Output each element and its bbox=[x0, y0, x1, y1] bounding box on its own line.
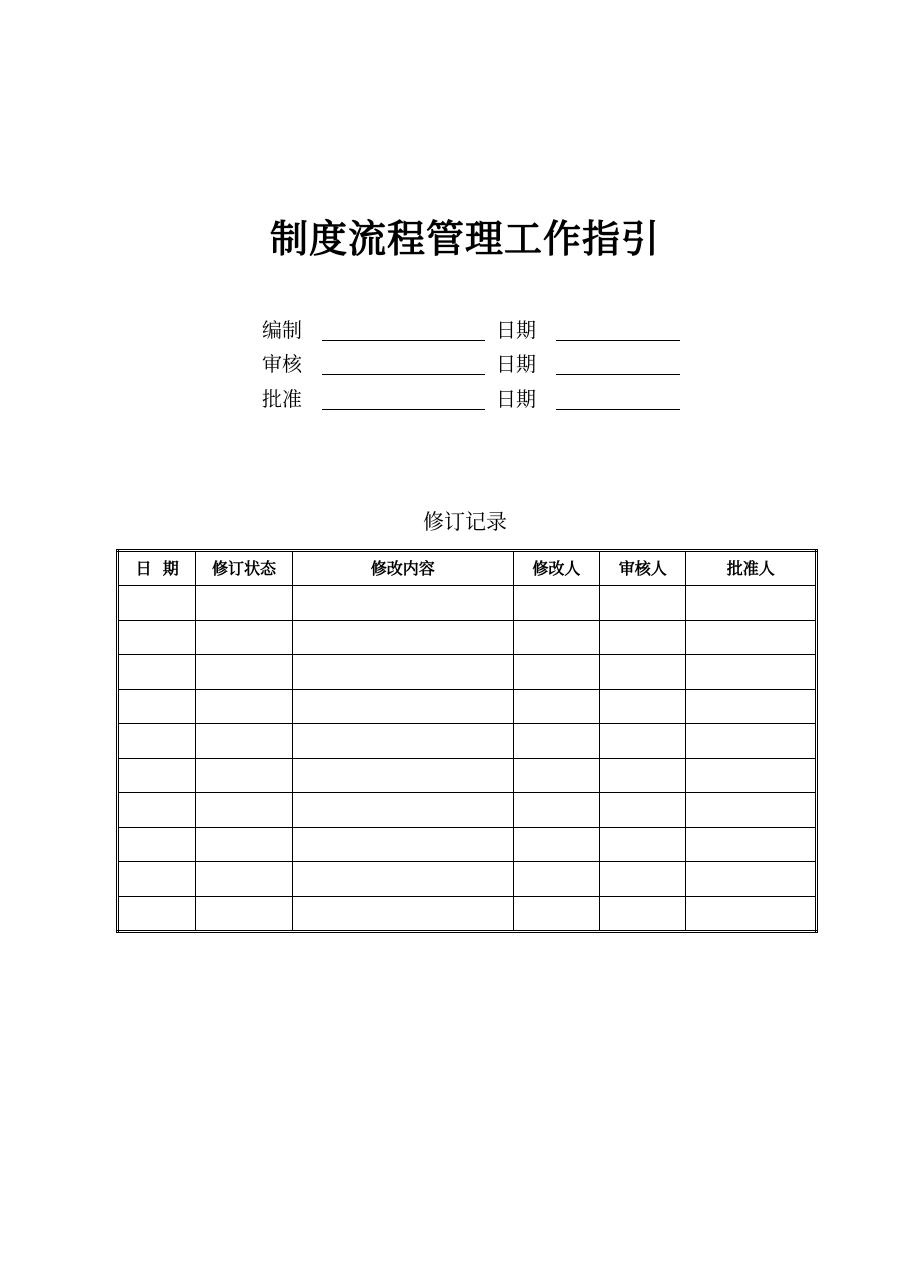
table-cell[interactable] bbox=[513, 896, 599, 932]
table-row bbox=[118, 793, 817, 828]
table-cell[interactable] bbox=[292, 862, 513, 897]
table-cell[interactable] bbox=[196, 586, 292, 621]
column-header-change-content: 修改内容 bbox=[292, 551, 513, 586]
table-cell[interactable] bbox=[686, 827, 817, 862]
signoff-row-review bbox=[262, 350, 682, 380]
table-cell[interactable] bbox=[118, 689, 196, 724]
table-row bbox=[118, 896, 817, 932]
table-cell[interactable] bbox=[196, 655, 292, 690]
table-cell[interactable] bbox=[292, 689, 513, 724]
signoff-date-label: 日期 bbox=[496, 352, 536, 376]
table-cell[interactable] bbox=[118, 758, 196, 793]
table-cell[interactable] bbox=[292, 586, 513, 621]
signoff-date-line[interactable] bbox=[556, 409, 680, 410]
table-row bbox=[118, 862, 817, 897]
table-cell[interactable] bbox=[292, 724, 513, 759]
table-header-row bbox=[118, 551, 817, 586]
column-header-date: 日 期 bbox=[118, 551, 196, 586]
table-cell[interactable] bbox=[513, 655, 599, 690]
table-cell[interactable] bbox=[513, 724, 599, 759]
table-cell[interactable] bbox=[118, 862, 196, 897]
table-cell[interactable] bbox=[686, 655, 817, 690]
table-cell[interactable] bbox=[118, 896, 196, 932]
column-header-reviewer: 审核人 bbox=[600, 551, 686, 586]
revision-record-title: 修订记录 bbox=[423, 510, 507, 534]
column-header-revision-status: 修订状态 bbox=[196, 551, 292, 586]
table-cell[interactable] bbox=[196, 689, 292, 724]
signoff-date-label: 日期 bbox=[496, 387, 536, 411]
table-cell[interactable] bbox=[292, 655, 513, 690]
table-cell[interactable] bbox=[686, 689, 817, 724]
signoff-date-line[interactable] bbox=[556, 340, 680, 341]
table-row bbox=[118, 758, 817, 793]
table-cell[interactable] bbox=[196, 724, 292, 759]
signoff-row-compile bbox=[262, 316, 682, 346]
column-header-modifier: 修改人 bbox=[513, 551, 599, 586]
table-cell[interactable] bbox=[118, 586, 196, 621]
table-cell[interactable] bbox=[600, 689, 686, 724]
table-cell[interactable] bbox=[292, 620, 513, 655]
table-cell[interactable] bbox=[686, 862, 817, 897]
signoff-name-line[interactable] bbox=[322, 374, 485, 375]
table-cell[interactable] bbox=[118, 655, 196, 690]
table-row bbox=[118, 724, 817, 759]
table-cell[interactable] bbox=[292, 827, 513, 862]
signoff-name-line[interactable] bbox=[322, 409, 485, 410]
table-cell[interactable] bbox=[513, 620, 599, 655]
table-cell[interactable] bbox=[196, 827, 292, 862]
table-cell[interactable] bbox=[686, 896, 817, 932]
table-cell[interactable] bbox=[118, 793, 196, 828]
table-cell[interactable] bbox=[196, 758, 292, 793]
column-header-approver: 批准人 bbox=[686, 551, 817, 586]
table-cell[interactable] bbox=[600, 896, 686, 932]
table-cell[interactable] bbox=[196, 896, 292, 932]
table-cell[interactable] bbox=[686, 724, 817, 759]
table-cell[interactable] bbox=[196, 793, 292, 828]
table-cell[interactable] bbox=[513, 793, 599, 828]
table-cell[interactable] bbox=[600, 862, 686, 897]
table-cell[interactable] bbox=[118, 620, 196, 655]
table-cell[interactable] bbox=[600, 620, 686, 655]
table-row bbox=[118, 689, 817, 724]
table-cell[interactable] bbox=[686, 586, 817, 621]
table-cell[interactable] bbox=[292, 896, 513, 932]
revision-table bbox=[116, 549, 818, 933]
table-row bbox=[118, 827, 817, 862]
signoff-date-label: 日期 bbox=[496, 318, 536, 342]
table-cell[interactable] bbox=[600, 758, 686, 793]
signoff-role-label: 审核 bbox=[262, 352, 302, 376]
revision-table-body bbox=[118, 586, 817, 932]
table-cell[interactable] bbox=[686, 793, 817, 828]
table-cell[interactable] bbox=[513, 758, 599, 793]
signoff-role-label: 批准 bbox=[262, 387, 302, 411]
signoff-row-approve bbox=[262, 385, 682, 415]
table-cell[interactable] bbox=[118, 827, 196, 862]
table-cell[interactable] bbox=[600, 655, 686, 690]
table-cell[interactable] bbox=[600, 793, 686, 828]
table-cell[interactable] bbox=[600, 827, 686, 862]
signoff-role-label: 编制 bbox=[262, 318, 302, 342]
table-cell[interactable] bbox=[600, 586, 686, 621]
table-cell[interactable] bbox=[196, 620, 292, 655]
table-cell[interactable] bbox=[118, 724, 196, 759]
document-title: 制度流程管理工作指引 bbox=[269, 217, 660, 261]
table-cell[interactable] bbox=[600, 724, 686, 759]
table-cell[interactable] bbox=[292, 793, 513, 828]
table-cell[interactable] bbox=[686, 620, 817, 655]
table-cell[interactable] bbox=[513, 862, 599, 897]
table-cell[interactable] bbox=[513, 689, 599, 724]
table-row bbox=[118, 655, 817, 690]
table-cell[interactable] bbox=[686, 758, 817, 793]
table-cell[interactable] bbox=[513, 586, 599, 621]
signoff-name-line[interactable] bbox=[322, 340, 485, 341]
signoff-date-line[interactable] bbox=[556, 374, 680, 375]
table-cell[interactable] bbox=[292, 758, 513, 793]
table-row bbox=[118, 586, 817, 621]
table-cell[interactable] bbox=[513, 827, 599, 862]
table-cell[interactable] bbox=[196, 862, 292, 897]
table-row bbox=[118, 620, 817, 655]
